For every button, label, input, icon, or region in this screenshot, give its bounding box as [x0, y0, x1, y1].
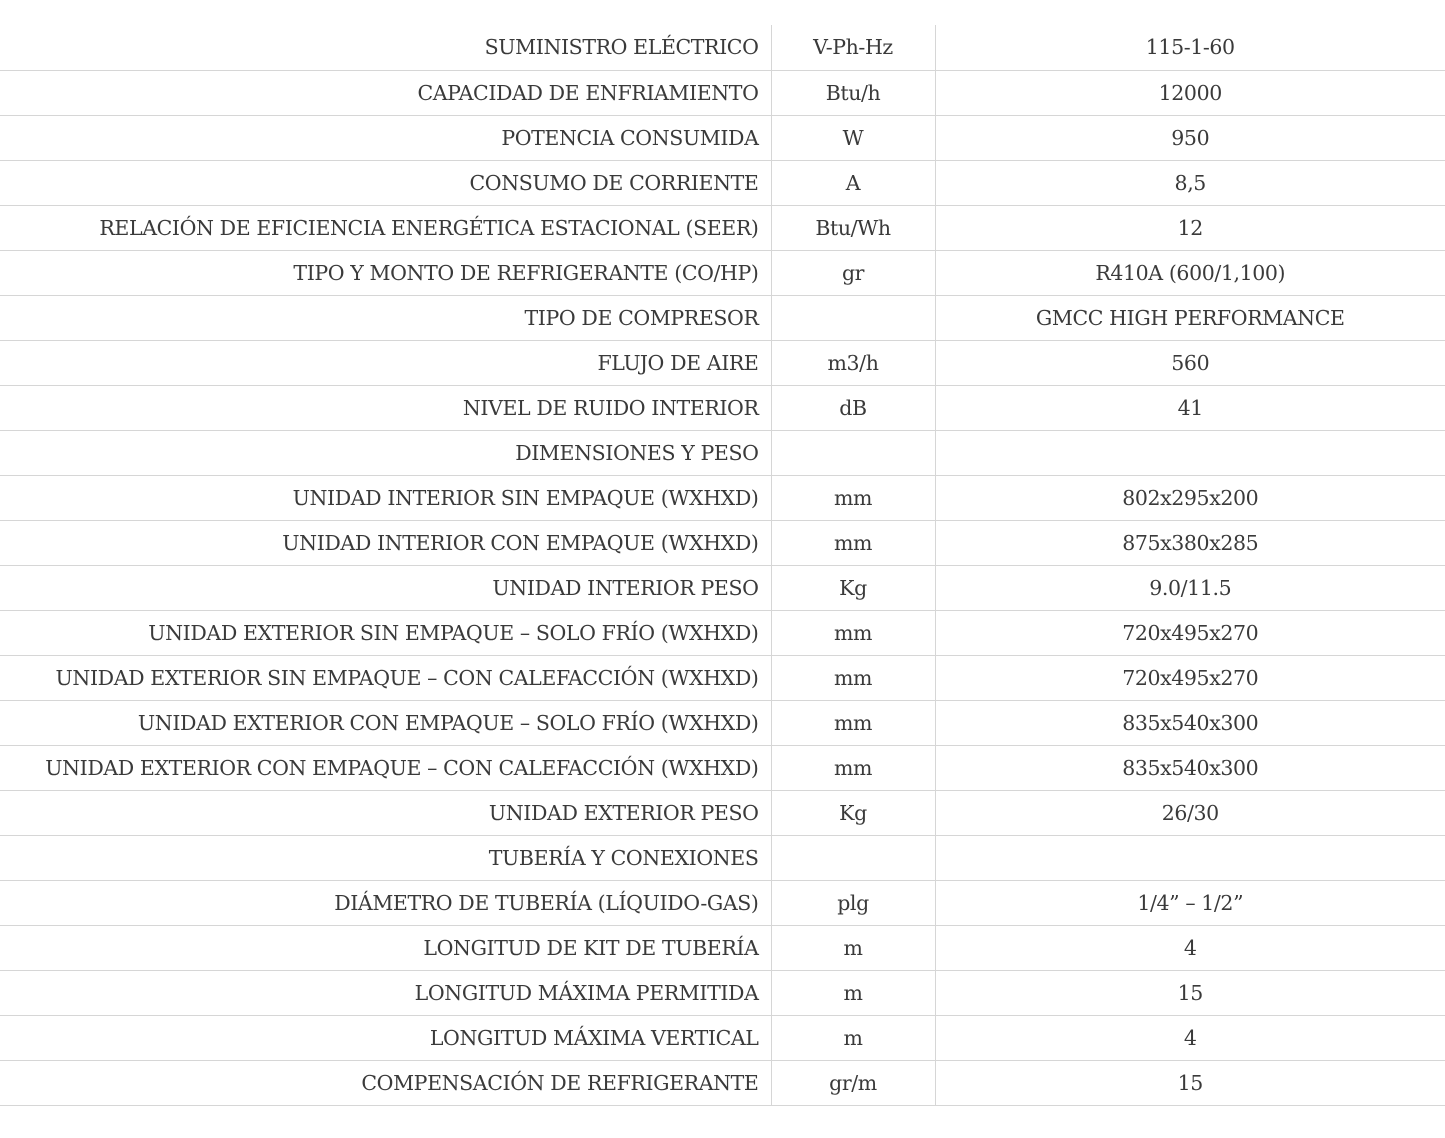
spec-unit [771, 295, 935, 340]
spec-unit: gr/m [771, 1060, 935, 1105]
table-row [0, 745, 1445, 790]
spec-label: COMPENSACIÓN DE REFRIGERANTE [0, 1060, 771, 1105]
spec-value: 875x380x285 [935, 520, 1445, 565]
spec-value: 15 [935, 1060, 1445, 1105]
spec-label: LONGITUD MÁXIMA PERMITIDA [0, 970, 771, 1015]
spec-value: 9.0/11.5 [935, 565, 1445, 610]
spec-value: 26/30 [935, 790, 1445, 835]
spec-value: 12 [935, 205, 1445, 250]
table-row [0, 880, 1445, 925]
spec-unit: mm [771, 610, 935, 655]
spec-label: NIVEL DE RUIDO INTERIOR [0, 385, 771, 430]
spec-unit: mm [771, 520, 935, 565]
spec-value: 41 [935, 385, 1445, 430]
spec-unit: Btu/h [771, 70, 935, 115]
table-row [0, 1060, 1445, 1105]
spec-label: DIÁMETRO DE TUBERÍA (LÍQUIDO-GAS) [0, 880, 771, 925]
spec-unit: mm [771, 475, 935, 520]
table-row [0, 970, 1445, 1015]
spec-label: POTENCIA CONSUMIDA [0, 115, 771, 160]
spec-value: 4 [935, 925, 1445, 970]
spec-unit: mm [771, 655, 935, 700]
spec-value: 115-1-60 [935, 25, 1445, 70]
spec-label: TUBERÍA Y CONEXIONES [0, 835, 771, 880]
spec-unit [771, 430, 935, 475]
spec-value: 12000 [935, 70, 1445, 115]
spec-label: SUMINISTRO ELÉCTRICO [0, 25, 771, 70]
table-row [0, 565, 1445, 610]
spec-value: 950 [935, 115, 1445, 160]
spec-label: UNIDAD EXTERIOR PESO [0, 790, 771, 835]
spec-unit: m [771, 925, 935, 970]
spec-unit: m3/h [771, 340, 935, 385]
spec-value: 4 [935, 1015, 1445, 1060]
spec-table-body [0, 25, 1445, 1105]
spec-unit: Kg [771, 790, 935, 835]
spec-label: UNIDAD INTERIOR CON EMPAQUE (WXHXD) [0, 520, 771, 565]
spec-label: FLUJO DE AIRE [0, 340, 771, 385]
spec-label: RELACIÓN DE EFICIENCIA ENERGÉTICA ESTACIONAL (SEER) [0, 205, 771, 250]
spec-value: 8,5 [935, 160, 1445, 205]
spec-label: TIPO DE COMPRESOR [0, 295, 771, 340]
spec-label: UNIDAD EXTERIOR SIN EMPAQUE – SOLO FRÍO (WXHXD) [0, 610, 771, 655]
spec-unit: mm [771, 745, 935, 790]
spec-value [935, 835, 1445, 880]
spec-unit: dB [771, 385, 935, 430]
spec-value: 15 [935, 970, 1445, 1015]
spec-label: DIMENSIONES Y PESO [0, 430, 771, 475]
spec-unit: W [771, 115, 935, 160]
table-row [0, 25, 1445, 70]
spec-label: UNIDAD INTERIOR PESO [0, 565, 771, 610]
table-row [0, 700, 1445, 745]
spec-unit: m [771, 1015, 935, 1060]
spec-value: 1/4” – 1/2” [935, 880, 1445, 925]
table-row [0, 160, 1445, 205]
spec-value: GMCC HIGH PERFORMANCE [935, 295, 1445, 340]
spec-unit: gr [771, 250, 935, 295]
spec-value: 720x495x270 [935, 655, 1445, 700]
spec-label: CONSUMO DE CORRIENTE [0, 160, 771, 205]
table-row [0, 925, 1445, 970]
spec-unit: mm [771, 700, 935, 745]
table-row [0, 250, 1445, 295]
table-row [0, 835, 1445, 880]
table-row [0, 475, 1445, 520]
spec-table [0, 25, 1445, 1106]
table-row [0, 340, 1445, 385]
spec-label: LONGITUD MÁXIMA VERTICAL [0, 1015, 771, 1060]
spec-label: UNIDAD EXTERIOR SIN EMPAQUE – CON CALEFACCIÓN (WXHXD) [0, 655, 771, 700]
spec-label: UNIDAD INTERIOR SIN EMPAQUE (WXHXD) [0, 475, 771, 520]
spec-unit: Btu/Wh [771, 205, 935, 250]
spec-label: TIPO Y MONTO DE REFRIGERANTE (CO/HP) [0, 250, 771, 295]
table-row [0, 790, 1445, 835]
table-row [0, 610, 1445, 655]
spec-label: UNIDAD EXTERIOR CON EMPAQUE – SOLO FRÍO (WXHXD) [0, 700, 771, 745]
spec-unit: Kg [771, 565, 935, 610]
spec-label: LONGITUD DE KIT DE TUBERÍA [0, 925, 771, 970]
spec-value [935, 430, 1445, 475]
spec-label: CAPACIDAD DE ENFRIAMIENTO [0, 70, 771, 115]
spec-value: 835x540x300 [935, 700, 1445, 745]
spec-unit: m [771, 970, 935, 1015]
table-row [0, 205, 1445, 250]
table-row [0, 295, 1445, 340]
spec-value: 720x495x270 [935, 610, 1445, 655]
table-row [0, 385, 1445, 430]
spec-label: UNIDAD EXTERIOR CON EMPAQUE – CON CALEFACCIÓN (WXHXD) [0, 745, 771, 790]
spec-value: 560 [935, 340, 1445, 385]
spec-value: R410A (600/1,100) [935, 250, 1445, 295]
table-row [0, 70, 1445, 115]
spec-value: 835x540x300 [935, 745, 1445, 790]
spec-unit: plg [771, 880, 935, 925]
spec-unit: V-Ph-Hz [771, 25, 935, 70]
spec-value: 802x295x200 [935, 475, 1445, 520]
table-row [0, 430, 1445, 475]
spec-unit [771, 835, 935, 880]
table-row [0, 1015, 1445, 1060]
table-row [0, 655, 1445, 700]
spec-unit: A [771, 160, 935, 205]
table-row [0, 520, 1445, 565]
table-row [0, 115, 1445, 160]
